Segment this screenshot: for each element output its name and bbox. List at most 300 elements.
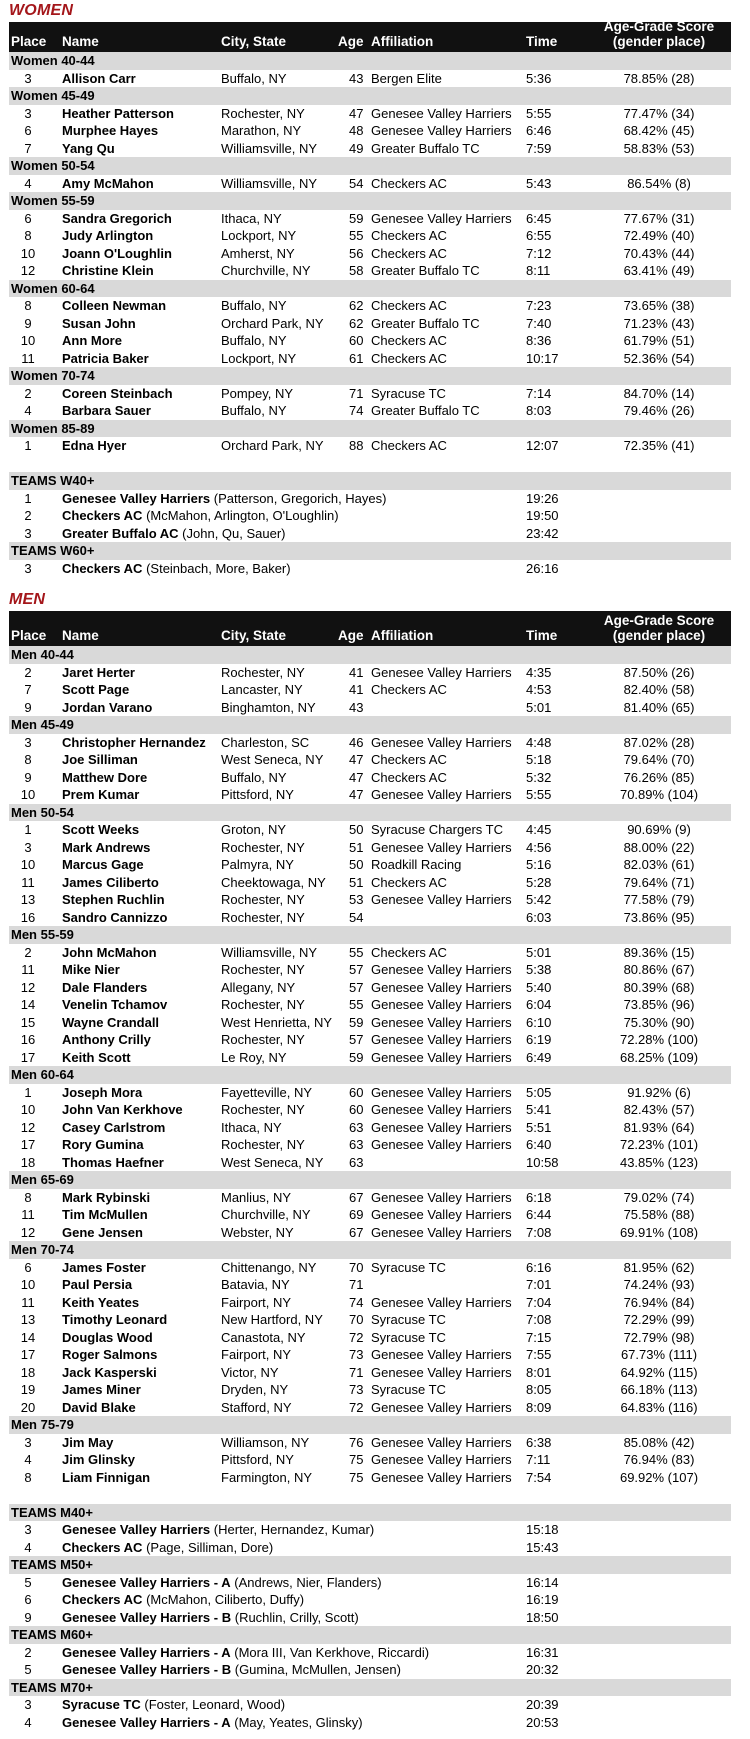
place-cell: 7	[24, 140, 32, 156]
age-cell: 54	[349, 909, 364, 925]
name-cell: Keith Scott	[62, 1049, 131, 1065]
team-place-cell: 5	[24, 1574, 32, 1590]
team-row	[9, 1609, 731, 1627]
place-cell: 4	[24, 175, 32, 191]
time-cell: 7:08	[526, 1224, 552, 1240]
time-cell: 8:11	[526, 263, 551, 278]
age-group-row	[9, 420, 731, 438]
place-cell: 10	[20, 1102, 36, 1117]
place-cell: 18	[20, 1364, 36, 1380]
name-cell: Tim McMullen	[62, 1207, 148, 1222]
result-row	[9, 1311, 731, 1329]
city-cell: Rochester, NY	[221, 1137, 305, 1152]
city-cell: Lockport, NY	[221, 350, 297, 366]
result-row	[9, 315, 731, 333]
result-row	[9, 1469, 731, 1487]
result-row	[9, 245, 731, 263]
team-members: (John, Qu, Sauer)	[182, 525, 286, 541]
age-group-label: Women 85-89	[11, 420, 95, 436]
city-cell: Chittenango, NY	[221, 1259, 317, 1275]
name-cell: Matthew Dore	[62, 769, 148, 785]
team-name: Genesee Valley Harriers - A	[62, 1574, 231, 1590]
city-cell: Buffalo, NY	[221, 70, 287, 86]
age-cell: 67	[349, 1224, 364, 1240]
affiliation-cell: Genesee Valley Harriers	[371, 1364, 512, 1380]
age-group-row	[9, 87, 731, 105]
name-cell: Judy Arlington	[62, 228, 154, 243]
city-cell: Rochester, NY	[221, 909, 305, 925]
age-cell: 51	[349, 839, 364, 855]
age-group-row	[9, 157, 731, 175]
city-cell: Fairport, NY	[221, 1347, 292, 1362]
age-cell: 72	[349, 1399, 364, 1415]
place-cell: 11	[21, 962, 35, 977]
result-row	[9, 70, 731, 88]
place-cell: 17	[20, 1049, 36, 1065]
city-cell: Palmyra, NY	[221, 857, 294, 872]
place-cell: 12	[20, 979, 36, 995]
team-row	[9, 560, 731, 578]
agegrade-cell: 81.40% (65)	[623, 699, 695, 715]
city-cell: Groton, NY	[221, 822, 287, 837]
place-cell: 1	[24, 438, 32, 453]
age-group-label: Men 50-54	[11, 804, 74, 820]
team-cell	[62, 507, 339, 525]
agegrade-cell: 70.89% (104)	[619, 787, 699, 802]
age-cell: 62	[349, 298, 364, 313]
time-cell: 8:01	[526, 1364, 552, 1380]
affiliation-cell: Checkers AC	[371, 333, 447, 348]
city-cell: New Hartford, NY	[221, 1312, 323, 1327]
place-cell: 9	[24, 699, 32, 715]
result-row	[9, 1276, 731, 1294]
age-cell: 43	[349, 699, 364, 715]
time-cell: 7:11	[526, 1452, 551, 1467]
name-cell: Dale Flanders	[62, 979, 148, 995]
result-row	[9, 856, 731, 874]
header-affiliation: Affiliation	[371, 34, 434, 49]
time-cell: 8:05	[526, 1382, 552, 1397]
agegrade-cell: 77.47% (34)	[623, 105, 695, 121]
result-row	[9, 1329, 731, 1347]
time-cell: 5:40	[526, 979, 552, 995]
name-cell: Susan John	[62, 315, 136, 331]
name-cell: Sandra Gregorich	[62, 210, 172, 226]
men-header-row	[9, 611, 731, 646]
age-cell: 74	[349, 403, 364, 418]
team-members: (Andrews, Nier, Flanders)	[234, 1574, 382, 1590]
team-cell	[62, 1661, 401, 1679]
age-cell: 57	[349, 962, 364, 977]
result-row	[9, 402, 731, 420]
affiliation-cell: Genesee Valley Harriers	[371, 1347, 512, 1362]
age-cell: 55	[349, 228, 364, 243]
name-cell: Joseph Mora	[62, 1084, 143, 1100]
women-section-title: WOMEN	[9, 2, 74, 19]
header-agegrade	[587, 19, 731, 49]
header-agegrade-line1: Age-Grade Score	[603, 613, 715, 628]
team-place-cell: 9	[24, 1609, 32, 1625]
agegrade-cell: 72.28% (100)	[619, 1032, 699, 1047]
place-cell: 13	[20, 1312, 36, 1327]
name-cell: Scott Weeks	[62, 822, 140, 837]
agegrade-cell: 61.79% (51)	[623, 333, 695, 348]
affiliation-cell: Genesee Valley Harriers	[371, 979, 512, 995]
age-cell: 46	[349, 734, 364, 750]
time-cell: 8:09	[526, 1399, 552, 1415]
age-cell: 59	[349, 1014, 364, 1030]
header-agegrade-line2: (gender place)	[612, 628, 706, 643]
age-cell: 48	[349, 123, 364, 138]
team-time-cell: 20:39	[526, 1697, 559, 1712]
agegrade-cell: 90.69% (9)	[627, 822, 691, 837]
team-time-cell: 23:42	[526, 525, 559, 541]
city-cell: Le Roy, NY	[221, 1049, 287, 1065]
affiliation-cell: Syracuse TC	[371, 1312, 446, 1327]
city-cell: Rochester, NY	[221, 839, 305, 855]
team-place-cell: 4	[24, 1539, 32, 1555]
name-cell: Christopher Hernandez	[62, 734, 206, 750]
result-row	[9, 1084, 731, 1102]
agegrade-cell: 79.02% (74)	[623, 1189, 695, 1205]
team-members: (Steinbach, More, Baker)	[146, 560, 291, 576]
time-cell: 6:10	[526, 1014, 552, 1030]
team-members: (McMahon, Ciliberto, Duffy)	[146, 1592, 305, 1607]
header-age: Age	[338, 628, 364, 643]
place-cell: 10	[20, 857, 36, 872]
time-cell: 5:05	[526, 1084, 552, 1100]
place-cell: 3	[24, 1434, 32, 1450]
team-row	[9, 1591, 731, 1609]
team-time-cell: 15:18	[526, 1522, 559, 1537]
agegrade-cell: 82.40% (58)	[623, 682, 695, 697]
affiliation-cell: Genesee Valley Harriers	[371, 892, 512, 907]
age-group-row	[9, 52, 731, 70]
time-cell: 5:28	[526, 874, 552, 890]
place-cell: 17	[20, 1347, 36, 1362]
name-cell: James Foster	[62, 1259, 146, 1275]
result-row	[9, 1206, 731, 1224]
age-cell: 70	[349, 1312, 364, 1327]
result-row	[9, 1049, 731, 1067]
place-cell: 11	[21, 350, 35, 366]
name-cell: Thomas Haefner	[62, 1154, 164, 1170]
team-group-label: TEAMS W60+	[11, 543, 95, 558]
header-affiliation: Affiliation	[371, 628, 434, 643]
result-row	[9, 1434, 731, 1452]
agegrade-cell: 68.42% (45)	[623, 123, 695, 138]
name-cell: David Blake	[62, 1399, 136, 1415]
team-cell	[62, 1609, 359, 1627]
team-name: Checkers AC	[62, 1539, 143, 1555]
affiliation-cell: Greater Buffalo TC	[371, 315, 480, 331]
age-cell: 76	[349, 1434, 364, 1450]
city-cell: Fayetteville, NY	[221, 1084, 313, 1100]
header-agegrade-line2: (gender place)	[612, 34, 706, 49]
name-cell: Mike Nier	[62, 962, 120, 977]
name-cell: Patricia Baker	[62, 350, 149, 366]
affiliation-cell: Syracuse TC	[371, 1329, 446, 1345]
age-cell: 72	[349, 1329, 364, 1345]
affiliation-cell: Checkers AC	[371, 298, 447, 313]
city-cell: Pittsford, NY	[221, 1452, 294, 1467]
agegrade-cell: 58.83% (53)	[623, 140, 695, 156]
team-place-cell: 3	[24, 1697, 32, 1712]
affiliation-cell: Roadkill Racing	[371, 857, 462, 872]
result-row	[9, 1031, 731, 1049]
result-row	[9, 699, 731, 717]
age-cell: 75	[349, 1452, 364, 1467]
time-cell: 4:53	[526, 682, 552, 697]
age-cell: 57	[349, 1032, 364, 1047]
affiliation-cell: Syracuse Chargers TC	[371, 822, 503, 837]
agegrade-cell: 74.24% (93)	[623, 1277, 695, 1292]
team-name: Genesee Valley Harriers - A	[62, 1714, 231, 1730]
team-place-cell: 2	[24, 508, 32, 523]
time-cell: 7:59	[526, 140, 552, 156]
affiliation-cell: Checkers AC	[371, 752, 447, 767]
agegrade-cell: 64.83% (116)	[620, 1399, 698, 1415]
place-cell: 19	[20, 1382, 36, 1397]
age-group-row	[9, 1241, 731, 1259]
name-cell: Sandro Cannizzo	[62, 909, 168, 925]
age-cell: 75	[349, 1469, 364, 1485]
team-group-label: TEAMS M40+	[11, 1504, 93, 1520]
team-place-cell: 5	[24, 1662, 32, 1677]
place-cell: 8	[24, 228, 32, 243]
age-group-row	[9, 280, 731, 298]
city-cell: Webster, NY	[221, 1224, 294, 1240]
time-cell: 10:17	[526, 350, 559, 366]
age-cell: 74	[349, 1294, 364, 1310]
city-cell: Rochester, NY	[221, 962, 305, 977]
name-cell: Amy McMahon	[62, 175, 154, 191]
result-row	[9, 350, 731, 368]
agegrade-cell: 72.23% (101)	[619, 1137, 699, 1152]
team-time-cell: 18:50	[526, 1609, 559, 1625]
name-cell: Jordan Varano	[62, 699, 153, 715]
agegrade-cell: 72.35% (41)	[623, 438, 695, 453]
name-cell: John McMahon	[62, 944, 157, 960]
team-cell	[62, 1714, 363, 1732]
team-row	[9, 1714, 731, 1732]
place-cell: 16	[20, 909, 36, 925]
age-group-label: Women 45-49	[11, 88, 95, 103]
result-row	[9, 874, 731, 892]
affiliation-cell: Checkers AC	[371, 350, 447, 366]
time-cell: 5:01	[526, 944, 552, 960]
city-cell: Binghamton, NY	[221, 699, 316, 715]
time-cell: 6:19	[526, 1032, 552, 1047]
team-group-label: TEAMS M50+	[11, 1557, 93, 1572]
result-row	[9, 210, 731, 228]
team-row	[9, 490, 731, 508]
result-row	[9, 821, 731, 839]
city-cell: Churchville, NY	[221, 263, 311, 278]
affiliation-cell: Genesee Valley Harriers	[371, 1049, 512, 1065]
affiliation-cell: Genesee Valley Harriers	[371, 962, 512, 977]
agegrade-cell: 72.49% (40)	[623, 228, 695, 243]
result-row	[9, 1101, 731, 1119]
header-time: Time	[526, 628, 558, 643]
affiliation-cell: Genesee Valley Harriers	[371, 1119, 512, 1135]
age-cell: 62	[349, 315, 364, 331]
team-members: (Page, Silliman, Dore)	[146, 1539, 274, 1555]
agegrade-cell: 91.92% (6)	[627, 1084, 691, 1100]
time-cell: 7:04	[526, 1294, 552, 1310]
affiliation-cell: Syracuse TC	[371, 1259, 446, 1275]
team-name: Genesee Valley Harriers - B	[62, 1609, 232, 1625]
name-cell: Anthony Crilly	[62, 1032, 151, 1047]
header-time: Time	[526, 34, 558, 49]
city-cell: Buffalo, NY	[221, 298, 287, 313]
team-row	[9, 1661, 731, 1679]
team-row	[9, 1696, 731, 1714]
name-cell: Liam Finnigan	[62, 1469, 151, 1485]
agegrade-cell: 88.00% (22)	[623, 839, 695, 855]
team-members: (Gumina, McMullen, Jensen)	[234, 1662, 401, 1677]
name-cell: Timothy Leonard	[62, 1312, 168, 1327]
age-cell: 41	[349, 664, 364, 680]
result-row	[9, 140, 731, 158]
affiliation-cell: Syracuse TC	[371, 1382, 446, 1397]
time-cell: 7:01	[526, 1277, 552, 1292]
name-cell: Barbara Sauer	[62, 403, 151, 418]
team-name: Genesee Valley Harriers	[62, 1522, 211, 1537]
name-cell: Douglas Wood	[62, 1329, 153, 1345]
team-cell	[62, 1644, 429, 1662]
header-agegrade-line1: Age-Grade Score	[603, 19, 715, 34]
age-group-row	[9, 192, 731, 210]
agegrade-cell: 70.43% (44)	[623, 245, 695, 261]
affiliation-cell: Genesee Valley Harriers	[371, 1137, 512, 1152]
result-row	[9, 122, 731, 140]
name-cell: Mark Rybinski	[62, 1189, 151, 1205]
age-cell: 55	[349, 997, 364, 1012]
time-cell: 4:48	[526, 734, 552, 750]
name-cell: Murphee Hayes	[62, 123, 159, 138]
age-cell: 63	[349, 1154, 364, 1170]
agegrade-cell: 69.92% (107)	[619, 1469, 699, 1485]
agegrade-cell: 80.86% (67)	[623, 962, 695, 977]
age-cell: 50	[349, 822, 364, 837]
result-row	[9, 332, 731, 350]
age-group-row	[9, 646, 731, 664]
time-cell: 5:16	[526, 857, 552, 872]
name-cell: Colleen Newman	[62, 298, 167, 313]
team-row	[9, 1574, 731, 1592]
time-cell: 6:55	[526, 228, 552, 243]
city-cell: West Henrietta, NY	[221, 1014, 333, 1030]
affiliation-cell: Genesee Valley Harriers	[371, 1434, 512, 1450]
affiliation-cell: Checkers AC	[371, 228, 447, 243]
agegrade-cell: 89.36% (15)	[623, 944, 695, 960]
city-cell: Orchard Park, NY	[221, 315, 324, 331]
age-cell: 53	[349, 892, 364, 907]
place-cell: 3	[24, 839, 32, 855]
team-members: (Herter, Hernandez, Kumar)	[213, 1522, 375, 1537]
age-cell: 47	[349, 787, 364, 802]
affiliation-cell: Genesee Valley Harriers	[371, 1469, 512, 1485]
result-row	[9, 1119, 731, 1137]
age-group-label: Women 70-74	[11, 368, 95, 383]
place-cell: 10	[20, 333, 36, 348]
name-cell: Christine Klein	[62, 263, 154, 278]
team-time-cell: 19:50	[526, 508, 559, 523]
time-cell: 7:14	[526, 385, 552, 401]
city-cell: Batavia, NY	[221, 1277, 290, 1292]
agegrade-cell: 76.94% (83)	[623, 1452, 695, 1467]
agegrade-cell: 80.39% (68)	[623, 979, 695, 995]
place-cell: 11	[21, 874, 35, 890]
team-group-row	[9, 1556, 731, 1574]
name-cell: Jaret Herter	[62, 664, 135, 680]
header-city: City, State	[221, 628, 287, 643]
place-cell: 2	[24, 944, 32, 960]
affiliation-cell: Bergen Elite	[371, 70, 442, 86]
agegrade-cell: 67.73% (111)	[620, 1347, 698, 1362]
agegrade-cell: 81.93% (64)	[623, 1119, 695, 1135]
name-cell: Venelin Tchamov	[62, 997, 168, 1012]
agegrade-cell: 76.26% (85)	[623, 769, 695, 785]
age-cell: 71	[349, 1364, 364, 1380]
result-row	[9, 1364, 731, 1382]
place-cell: 3	[24, 734, 32, 750]
result-row	[9, 769, 731, 787]
result-row	[9, 227, 731, 245]
agegrade-cell: 81.95% (62)	[623, 1259, 695, 1275]
name-cell: Heather Patterson	[62, 105, 174, 121]
team-place-cell: 3	[24, 1522, 32, 1537]
team-time-cell: 20:53	[526, 1714, 559, 1730]
place-cell: 3	[24, 105, 32, 121]
age-group-label: Men 40-44	[11, 647, 74, 662]
team-cell	[62, 1539, 273, 1557]
place-cell: 10	[20, 787, 36, 802]
agegrade-cell: 72.29% (99)	[623, 1312, 695, 1327]
name-cell: Joe Silliman	[62, 752, 138, 767]
team-name: Greater Buffalo AC	[62, 525, 179, 541]
city-cell: Buffalo, NY	[221, 333, 287, 348]
city-cell: Rochester, NY	[221, 664, 305, 680]
city-cell: Manlius, NY	[221, 1189, 292, 1205]
age-group-label: Men 60-64	[11, 1067, 74, 1082]
result-row	[9, 979, 731, 997]
affiliation-cell: Genesee Valley Harriers	[371, 664, 512, 680]
time-cell: 7:55	[526, 1347, 552, 1362]
age-group-row	[9, 1066, 731, 1084]
place-cell: 12	[20, 263, 36, 278]
team-cell	[62, 525, 286, 543]
age-cell: 57	[349, 979, 364, 995]
age-cell: 61	[349, 350, 364, 366]
place-cell: 1	[24, 1084, 32, 1100]
place-cell: 3	[24, 70, 32, 86]
result-row	[9, 1136, 731, 1154]
agegrade-cell: 77.67% (31)	[623, 210, 695, 226]
result-row	[9, 1154, 731, 1172]
team-time-cell: 16:31	[526, 1644, 559, 1660]
result-row	[9, 944, 731, 962]
name-cell: Jack Kasperski	[62, 1364, 157, 1380]
name-cell: Casey Carlstrom	[62, 1119, 166, 1135]
time-cell: 5:36	[526, 70, 552, 86]
place-cell: 6	[24, 1259, 32, 1275]
time-cell: 7:15	[526, 1329, 552, 1345]
city-cell: Pompey, NY	[221, 385, 294, 401]
city-cell: Allegany, NY	[221, 979, 296, 995]
header-agegrade	[587, 613, 731, 643]
